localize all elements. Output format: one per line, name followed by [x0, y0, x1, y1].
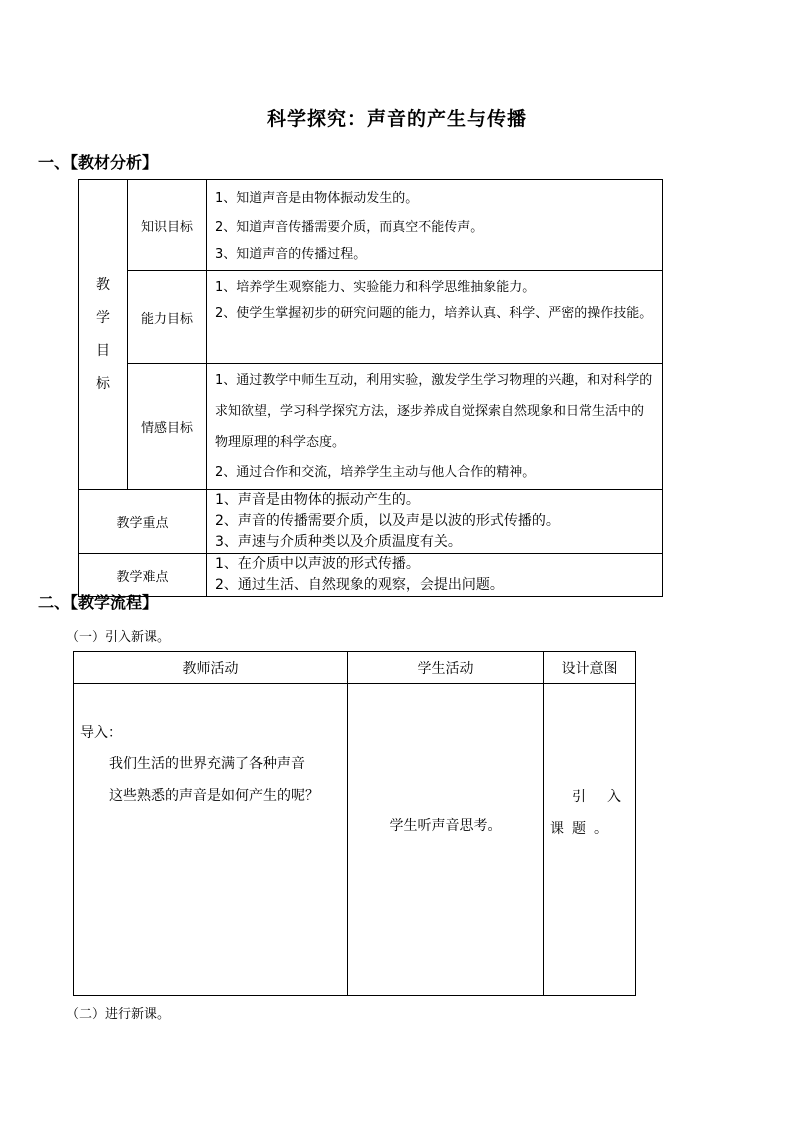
ability-goal-label: 能力目标 — [128, 271, 207, 364]
header-design-intent: 设计意图 — [544, 652, 636, 684]
subsection-new-lesson: （二）进行新课。 — [66, 1007, 171, 1022]
header-teacher-activity: 教师活动 — [74, 652, 348, 684]
emotion-goal-label: 情感目标 — [128, 364, 207, 490]
teacher-activity-cell: 导入： 我们生活的世界充满了各种声音 这些熟悉的声音是如何产生的呢？ — [74, 684, 348, 996]
difficulties-label: 教学难点 — [79, 554, 207, 597]
document-title: 科学探究：声音的产生与传播 — [266, 108, 527, 130]
process-table — [73, 651, 636, 996]
difficulties-content: 1、在介质中以声波的形式传播。 2、通过生活、自然现象的观察，会提出问题。 — [207, 554, 663, 597]
knowledge-goal-label: 知识目标 — [128, 180, 207, 271]
section-heading-process: 二、【教学流程】 — [38, 593, 159, 612]
subsection-intro: （一）引入新课。 — [66, 630, 171, 645]
ability-goal-content: 1、培养学生观察能力、实验能力和科学思维抽象能力。 2、使学生掌握初步的研究问题的能力，培养认真、科学、严密的操作技能。 — [207, 271, 663, 364]
section-heading-analysis: 一、【教材分析】 — [38, 153, 159, 172]
knowledge-goal-content: 1、知道声音是由物体振动发生的。 2、知道声音传播需要介质，而真空不能传声。 3、知道声音的传播过程。 — [207, 180, 663, 271]
analysis-table — [78, 179, 663, 597]
key-points-content: 1、声音是由物体的振动产生的。 2、声音的传播需要介质，以及声是以波的形式传播的。 3、声速与介质种类以及介质温度有关。 — [207, 490, 663, 554]
student-activity-cell: 学生听声音思考。 — [348, 684, 544, 996]
header-student-activity: 学生活动 — [348, 652, 544, 684]
emotion-goal-content: 1、通过教学中师生互动，利用实验，激发学生学习物理的兴趣，和对科学的求知欲望，学习科学探究方法，逐步养成自觉探索自然现象和日常生活中的物理原理的科学态度。 2、通过合作和交流，培养学生主动与他人合作的精神。 — [207, 364, 663, 490]
teaching-goals-label: 教 学 目 标 — [79, 180, 128, 490]
key-points-label: 教学重点 — [79, 490, 207, 554]
design-intent-cell: 引入课题。 — [544, 684, 636, 996]
